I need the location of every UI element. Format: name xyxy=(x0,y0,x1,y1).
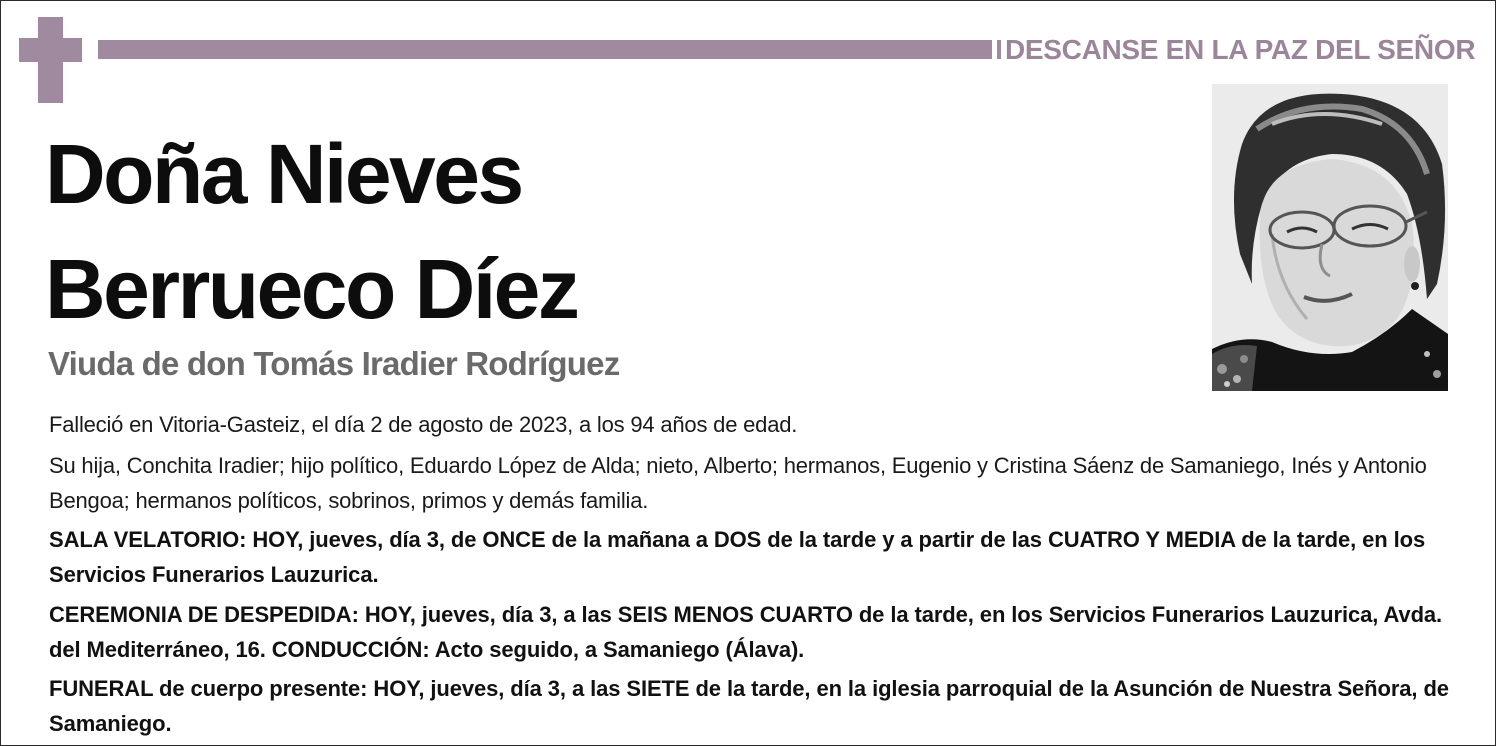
portrait-photo xyxy=(1212,84,1448,391)
deceased-name-line-2: Berrueco Díez xyxy=(45,242,578,336)
funeral-details: FUNERAL de cuerpo presente: HOY, jueves, día 3, a las SIETE de la tarde, en la iglesia parroquial de la Asunción de Nuestra Señora, de Samaniego. xyxy=(49,676,1449,736)
death-announcement: Falleció en Vitoria-Gasteiz, el día 2 de agosto de 2023, a los 94 años de edad. xyxy=(49,412,798,437)
deceased-name-line-1: Doña Nieves xyxy=(45,127,522,221)
header-rule-tick xyxy=(997,40,1001,59)
ceremony-details: CEREMONIA DE DESPEDIDA: HOY, jueves, día 3, a las SEIS MENOS CUARTO de la tarde, en los Servicios Funerarios Lauzurica, Avda. del Mediterráneo, 16. CONDUCCIÓN: Acto seguido, a Samaniego (Álava). xyxy=(49,602,1443,662)
widow-subtitle: Viuda de don Tomás Iradier Rodríguez xyxy=(48,345,620,382)
family-list: Su hija, Conchita Iradier; hijo político, Eduardo López de Alda; nieto, Alberto; hermanos, Eugenio y Cristina Sáenz de Samaniego, Inés y Antonio Bengoa; hermanos políticos, sobrinos, primos y demás familia. xyxy=(49,453,1427,513)
wake-details: SALA VELATORIO: HOY, jueves, día 3, de ONCE de la mañana a DOS de la tarde y a partir de las CUATRO Y MEDIA de la tarde, en los Servicios Funerarios Lauzurica. xyxy=(49,527,1426,587)
header-motto: DESCANSE EN LA PAZ DEL SEÑOR xyxy=(1005,34,1476,65)
header-rule xyxy=(98,40,992,59)
